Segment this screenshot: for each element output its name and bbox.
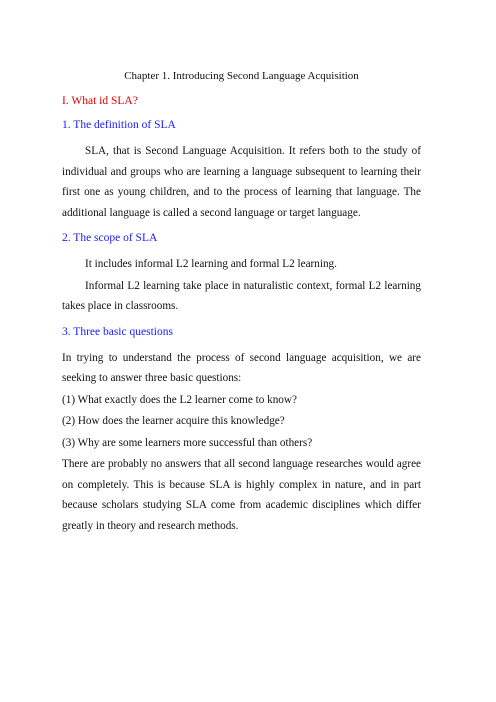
subsection-heading-scope: 2. The scope of SLA [62,232,158,244]
subsection-heading-three-questions: 3. Three basic questions [62,325,173,338]
chapter-title: Chapter 1. Introducing Second Language Acquisition [124,70,359,82]
question-item-1: (1) What exactly does the L2 learner come to know? [62,393,297,406]
section-heading-what-is-sla: I. What id SLA? [62,95,138,107]
questions-intro-paragraph: In trying to understand the process of second language acquisition, we are seeking to answer three basic questions: [62,351,421,384]
scope-paragraph-1: It includes informal L2 learning and formal L2 learning. [85,258,337,270]
page-content [62,69,421,538]
conclusion-paragraph: There are probably no answers that all second language researches would agree on completely. This is because SLA is highly complex in nature, and in part because scholars studying SLA come from academic disciplines which differ greatly in theory and research methods. [62,458,421,532]
question-item-2: (2) How does the learner acquire this knowledge? [62,415,285,427]
definition-paragraph: SLA, that is Second Language Acquisition. It refers both to the study of individual and groups who are learning a language subsequent to learning their first one as young children, and to the process of learning that language. The additional language is called a second language or target language. [62,145,421,219]
question-item-3: (3) Why are some learners more successful than others? [62,436,313,449]
scope-paragraph-2: Informal L2 learning take place in naturalistic context, formal L2 learning takes place in classrooms. [62,279,421,312]
subsection-heading-definition: 1. The definition of SLA [62,119,176,131]
